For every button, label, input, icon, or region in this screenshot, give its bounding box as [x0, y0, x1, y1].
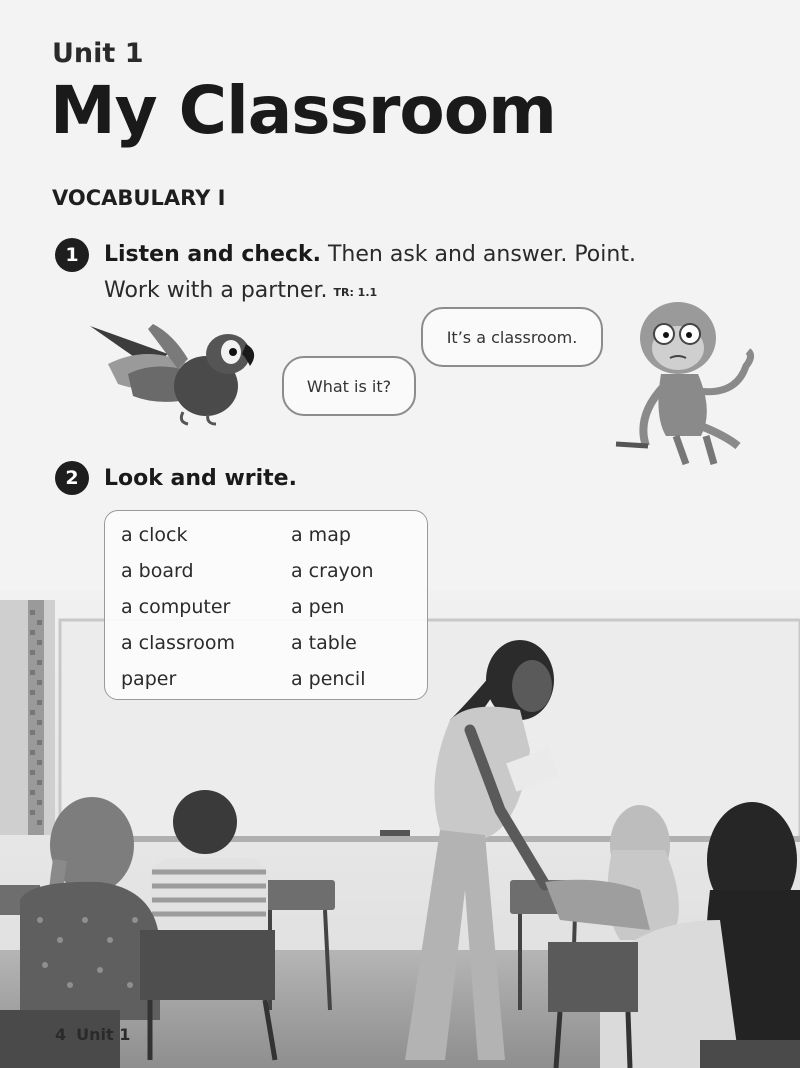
word-bank-item: a computer [121, 596, 231, 618]
word-bank-item: a table [291, 632, 357, 654]
speech-bubble-parrot: What is it? [282, 356, 416, 416]
activity1-instruction-line2: Work with a partner. [104, 278, 328, 303]
parrot-icon [88, 314, 263, 429]
activity1-instruction-bold: Listen and check. [104, 242, 321, 267]
activity-number-badge: 2 [55, 461, 89, 495]
word-bank-item: a classroom [121, 632, 235, 654]
word-bank-item: a pen [291, 596, 345, 618]
monkey-icon [606, 296, 756, 472]
activity1-instruction-rest: Then ask and answer. Point. [320, 242, 636, 267]
track-reference: TR: 1.1 [333, 286, 378, 299]
activity-number-badge: 1 [55, 238, 89, 272]
activity1-instruction [104, 237, 636, 311]
word-bank-item: a crayon [291, 560, 374, 582]
word-bank [104, 510, 428, 700]
page-title: My Classroom [50, 72, 556, 149]
page-footer [55, 1025, 130, 1044]
word-bank-item: a pencil [291, 668, 366, 690]
unit-label: Unit 1 [52, 38, 144, 69]
section-heading: VOCABULARY I [52, 186, 226, 210]
activity2-instruction: Look and write. [104, 466, 297, 491]
word-bank-item: paper [121, 668, 177, 690]
word-bank-grid [121, 521, 421, 693]
word-bank-item: a board [121, 560, 194, 582]
page-number: 4 [55, 1025, 67, 1044]
speech-bubble-monkey: It’s a classroom. [421, 307, 603, 367]
word-bank-item: a clock [121, 524, 188, 546]
footer-unit: Unit 1 [76, 1025, 131, 1044]
word-bank-item: a map [291, 524, 351, 546]
